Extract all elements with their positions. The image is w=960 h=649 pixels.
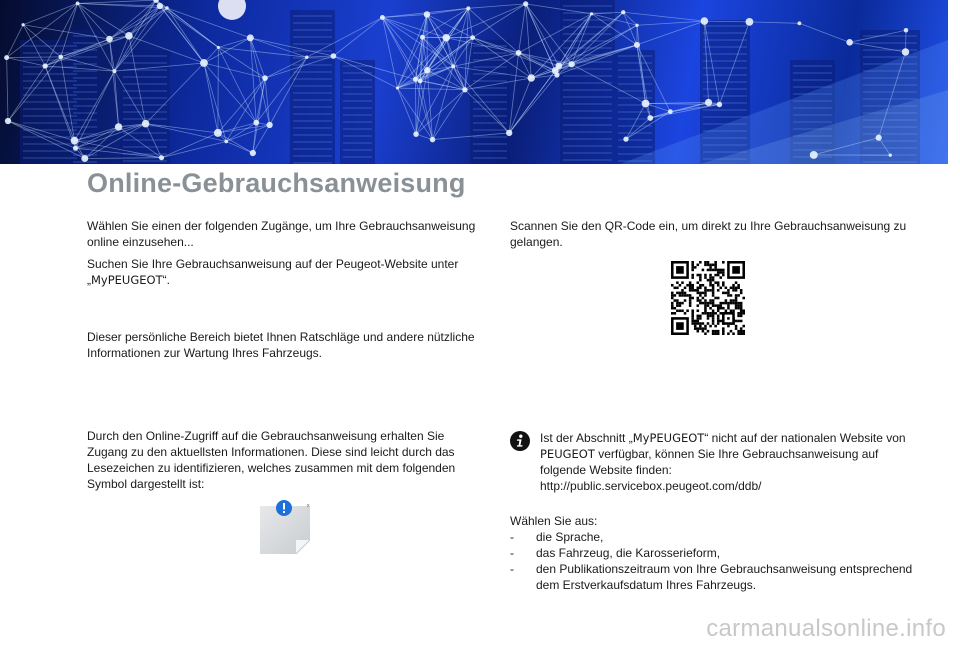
brand-mypeugeot-note: MyPEUGEOT: [632, 431, 705, 445]
servicebox-link[interactable]: http://public.servicebox.peugeot.com/ddb/: [540, 479, 762, 493]
watermark: carmanualsonline.info: [706, 615, 946, 642]
list-item: - das Fahrzeug, die Karosserieform,: [510, 545, 915, 561]
search-text-after: “.: [162, 273, 170, 287]
brand-mypeugeot: MyPEUGEOT: [91, 273, 163, 287]
search-text: [87, 256, 487, 288]
select-list: [510, 529, 915, 593]
brand-peugeot-note: PEUGEOT: [540, 447, 595, 461]
svg-text:x: x: [307, 503, 310, 509]
select-heading: Wählen Sie aus:: [510, 514, 598, 528]
select-block: [510, 513, 915, 593]
note-text: [540, 430, 915, 494]
intro-text: Wählen Sie einen der folgenden Zugänge, um Ihre Gebrauchsanweisung online einzusehen...: [87, 219, 476, 249]
note-part-3: verfügbar, können Sie Ihre Gebrauchsanweisung auf folgende Website finden:: [540, 447, 879, 477]
list-item: - den Publikationszeitraum von Ihre Gebrauchsanweisung entsprechend dem Erstverkaufsdatum Ihres Fahrzeugs.: [510, 561, 915, 593]
information-icon: [510, 431, 530, 451]
note-part-1: Ist der Abschnitt „: [540, 431, 633, 445]
network-city-image: [0, 0, 948, 164]
page-title: Online-Gebrauchsanweisung: [87, 168, 466, 198]
list-item: - die Sprache,: [510, 529, 915, 545]
online-bookmark-symbol-icon: [258, 500, 314, 556]
note-part-2: “ nicht auf der nationalen Website von: [704, 431, 906, 445]
qr-code-icon[interactable]: [671, 261, 745, 335]
header-image: [0, 0, 948, 164]
personal-area-text: Dieser persönliche Bereich bietet Ihnen Ratschläge und andere nützliche Informationen zur Wartung Ihres Fahrzeugs.: [87, 330, 475, 360]
scan-text: Scannen Sie den QR-Code ein, um direkt zu Ihre Gebrauchsanweisung zu gelangen.: [510, 219, 907, 249]
search-text-before: Suchen Sie Ihre Gebrauchsanweisung auf der Peugeot-Website unter „: [87, 257, 459, 287]
online-access-text: Durch den Online-Zugriff auf die Gebrauchsanweisung erhalten Sie Zugang zu den aktuellsten Informationen. Diese sind leicht durch das Lesezeichen zu identifizieren, welches zusammen mit dem folgenden Symbol dargestellt ist:: [87, 429, 456, 491]
